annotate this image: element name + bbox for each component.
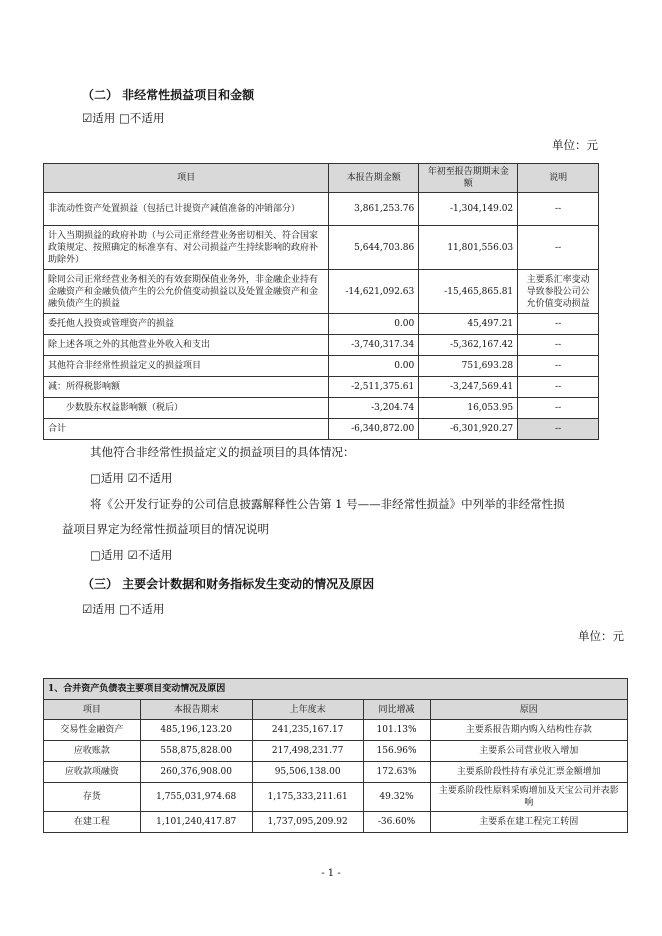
row-note: --	[518, 226, 599, 270]
row-change: 49.32%	[363, 783, 430, 812]
row-current: 3,861,253.76	[329, 193, 419, 226]
row-item: 在建工程	[44, 812, 141, 833]
table-row	[44, 762, 628, 783]
row-change: 101.13%	[363, 720, 430, 741]
row-reason: 主要系报告期内购入结构性存款	[430, 720, 627, 741]
reclass-paragraph-line1: 将《公开发行证券的公司信息披露解释性公告第 1 号——非经常性损益》中列举的非经常性损	[90, 497, 565, 511]
row-period-end: 1,755,031,974.68	[140, 783, 252, 812]
row-note: --	[518, 419, 599, 440]
row-ytd: 16,053.95	[419, 398, 518, 419]
row-current: -14,621,092.63	[329, 270, 419, 314]
row-item: 应收账款	[44, 741, 141, 762]
table-row	[44, 398, 599, 419]
row-item: 非流动性资产处置损益（包括已计提资产减值准备的冲销部分）	[44, 193, 329, 226]
header-note: 说明	[518, 164, 599, 193]
row-change: -36.60%	[363, 812, 430, 833]
row-current: -3,740,317.34	[329, 335, 419, 356]
row-period-end: 260,376,908.00	[140, 762, 252, 783]
row-current: 0.00	[329, 314, 419, 335]
header-item: 项目	[44, 700, 141, 720]
row-item: 交易性金融资产	[44, 720, 141, 741]
table-row	[44, 226, 599, 270]
header-period-end: 本报告期末	[140, 700, 252, 720]
row-item: 其他符合非经常性损益定义的损益项目	[44, 356, 329, 377]
section3-heading: （三） 主要会计数据和财务指标发生变动的情况及原因	[82, 577, 375, 591]
row-prev-year-end: 1,175,333,211.61	[252, 783, 363, 812]
row-current: -2,511,375.61	[329, 377, 419, 398]
row-current: 5,644,703.86	[329, 226, 419, 270]
page-number: - 1 -	[321, 868, 341, 879]
row-note: --	[518, 193, 599, 226]
row-ytd: -15,465,865.81	[419, 270, 518, 314]
table-header-row	[44, 700, 628, 720]
header-change: 同比增减	[363, 700, 430, 720]
row-note: --	[518, 314, 599, 335]
row-item: 少数股东权益影响额（税后）	[44, 398, 329, 419]
other-items-applicability: □适用 ☑不适用	[90, 471, 173, 485]
row-current: 0.00	[329, 356, 419, 377]
row-ytd: -5,362,167.42	[419, 335, 518, 356]
header-prev-year-end: 上年度末	[252, 700, 363, 720]
row-period-end: 1,101,240,417.87	[140, 812, 252, 833]
table-row	[44, 356, 599, 377]
row-ytd: 751,693.28	[419, 356, 518, 377]
table-row	[44, 314, 599, 335]
row-prev-year-end: 95,506,138.00	[252, 762, 363, 783]
table-header-row	[44, 164, 599, 193]
table-row	[44, 270, 599, 314]
nonrecurring-table	[43, 163, 599, 440]
row-prev-year-end: 217,498,231.77	[252, 741, 363, 762]
header-item: 项目	[44, 164, 329, 193]
table-row	[44, 193, 599, 226]
reclass-paragraph-line2: 益项目界定为经常性损益项目的情况说明	[62, 522, 269, 536]
header-ytd: 年初至报告期期末金额	[419, 164, 518, 193]
table-row	[44, 741, 628, 762]
header-reason: 原因	[430, 700, 627, 720]
row-note: --	[518, 356, 599, 377]
row-prev-year-end: 241,235,167.17	[252, 720, 363, 741]
section2-unit: 单位：元	[552, 138, 598, 152]
row-ytd: -6,301,920.27	[419, 419, 518, 440]
row-item: 减：所得税影响额	[44, 377, 329, 398]
row-current: -6,340,872.00	[329, 419, 419, 440]
row-reason: 主要系阶段性持有承兑汇票金额增加	[430, 762, 627, 783]
section2-applicability: ☑适用 □不适用	[82, 111, 165, 125]
row-ytd: -3,247,569.41	[419, 377, 518, 398]
table-row	[44, 377, 599, 398]
table-row	[44, 720, 628, 741]
balance-sheet-changes-table	[43, 678, 628, 833]
table-title: 1、合并资产负债表主要项目变动情况及原因	[44, 679, 628, 700]
row-prev-year-end: 1,737,095,209.92	[252, 812, 363, 833]
row-change: 156.96%	[363, 741, 430, 762]
row-note: 主要系汇率变动导致参股公司公允价值变动损益	[518, 270, 599, 314]
row-reason: 主要系在建工程完工转固	[430, 812, 627, 833]
row-note: --	[518, 398, 599, 419]
row-item: 委托他人投资或管理资产的损益	[44, 314, 329, 335]
row-change: 172.63%	[363, 762, 430, 783]
table-title-row	[44, 679, 628, 700]
row-item: 除同公司正常经营业务相关的有效套期保值业务外，非金融企业持有金融资产和金融负债产生的公允价值变动损益以及处置金融资产和金融负债产生的损益	[44, 270, 329, 314]
row-item: 合计	[44, 419, 329, 440]
table-total-row	[44, 419, 599, 440]
row-ytd: -1,304,149.02	[419, 193, 518, 226]
row-note: --	[518, 335, 599, 356]
table-row	[44, 783, 628, 812]
row-period-end: 558,875,828.00	[140, 741, 252, 762]
row-item: 计入当期损益的政府补助（与公司正常经营业务密切相关、符合国家政策规定、按照确定的标准享有、对公司损益产生持续影响的政府补助除外）	[44, 226, 329, 270]
row-ytd: 11,801,556.03	[419, 226, 518, 270]
header-current: 本报告期金额	[329, 164, 419, 193]
table-row	[44, 812, 628, 833]
other-items-line: 其他符合非经常性损益定义的损益项目的具体情况：	[90, 445, 355, 459]
section3-unit: 单位：元	[578, 629, 624, 643]
row-item: 应收款项融资	[44, 762, 141, 783]
section3-applicability: ☑适用 □不适用	[82, 602, 165, 616]
row-item: 除上述各项之外的其他营业外收入和支出	[44, 335, 329, 356]
row-current: -3,204.74	[329, 398, 419, 419]
table-row	[44, 335, 599, 356]
row-reason: 主要系公司营业收入增加	[430, 741, 627, 762]
reclass-applicability: □适用 ☑不适用	[90, 548, 173, 562]
row-period-end: 485,196,123.20	[140, 720, 252, 741]
row-item: 存货	[44, 783, 141, 812]
row-ytd: 45,497.21	[419, 314, 518, 335]
row-reason: 主要系阶段性原料采购增加及天宝公司并表影响	[430, 783, 627, 812]
section2-heading: （二） 非经常性损益项目和金额	[82, 88, 255, 102]
row-note: --	[518, 377, 599, 398]
